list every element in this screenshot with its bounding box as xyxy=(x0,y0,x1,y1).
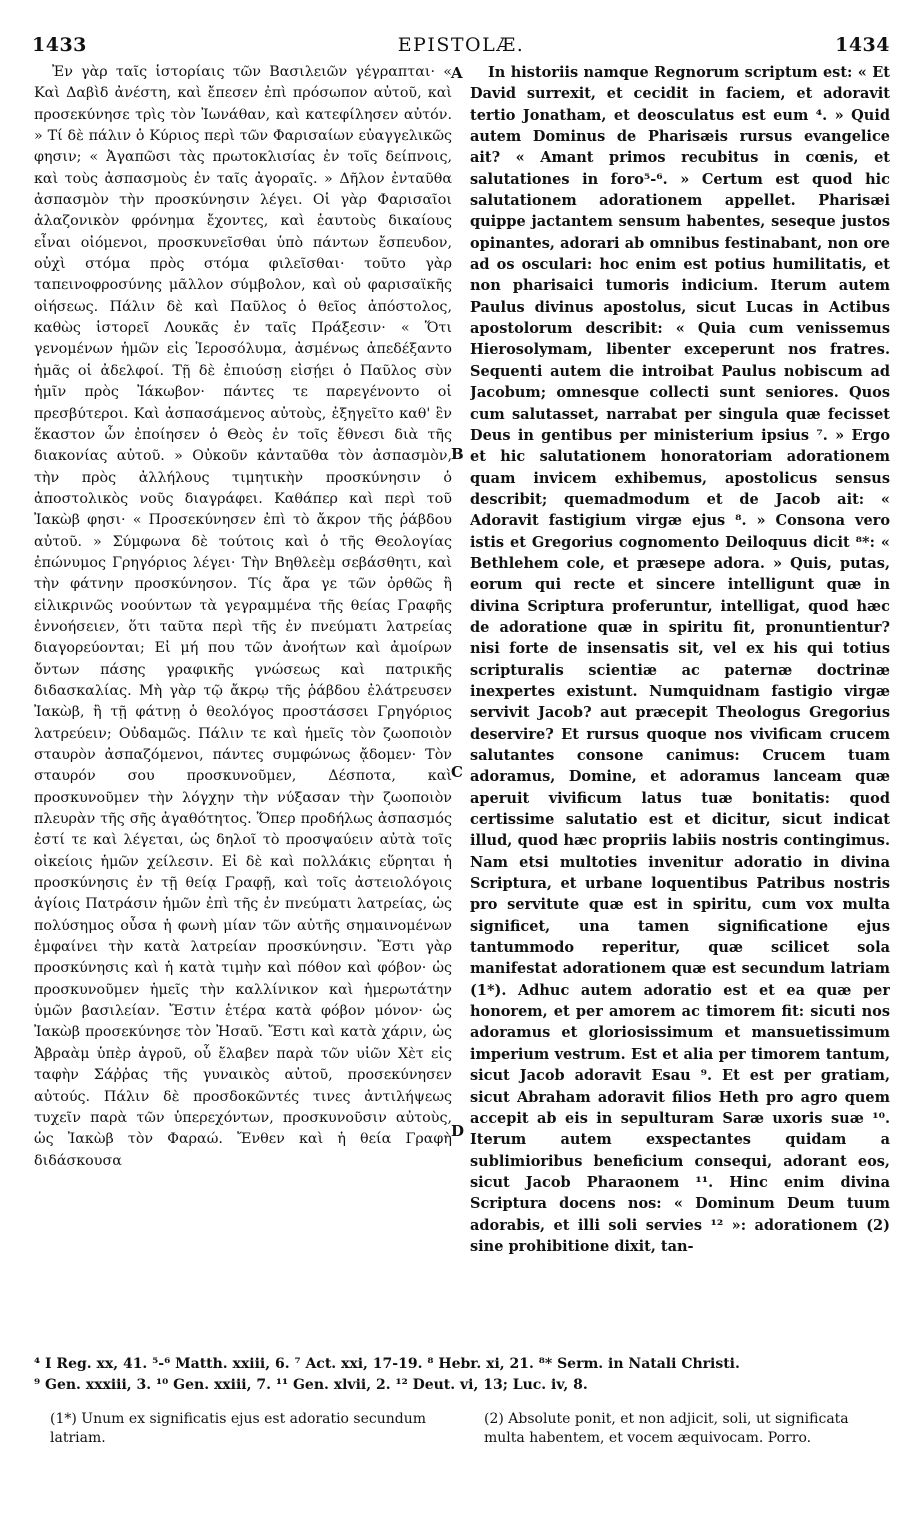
reference-line: ⁴ I Reg. xx, 41. ⁵-⁶ Matth. xxiii, 6. ⁷ Act. xxi, 17-19. ⁸ Hebr. xi, 21. ⁸* Serm. in Natali Christi. xyxy=(34,1356,740,1372)
running-title: EPISTOLÆ. xyxy=(397,34,525,56)
page-number-right: 1434 xyxy=(835,34,890,56)
greek-column xyxy=(34,62,452,1352)
footnote-left: (1*) Unum ex significatis ejus est adoratio secundum latriam. xyxy=(50,1411,427,1446)
footnote-right: (2) Absolute ponit, et non adjicit, soli, ut significata multa habentem, et vocem æquivocam. Porro. xyxy=(484,1411,849,1446)
scripture-references xyxy=(34,1354,890,1396)
section-marker-d: D xyxy=(451,1122,465,1140)
greek-text: Ἐν γὰρ ταῖς ἱστορίαις τῶν Βασιλειῶν γέγραπται· « Καὶ Δαβὶδ ἀνέστη, καὶ ἔπεσεν ἐπὶ πρόσωπον αὐτοῦ, καὶ προσεκύνησε τρὶς τὸν Ἰωνάθαν, καὶ κατεφίλησεν αὐτόν. » Τί δὲ πάλιν ὁ Κύριος περὶ τῶν Φαρισαίων εὐαγγελικῶς φησιν; « Ἀγαπῶσι τὰς πρωτοκλισίας ἐν τοῖς δείπνοις, καὶ τοὺς ἀσπασμοὺς ἐν ταῖς ἀγοραῖς. » Δῆλον ἐνταῦθα ἀσπασμὸν τὴν προσκύνησιν λέγει. Οἱ γὰρ Φαρισαῖοι ἀλαζονικὸν φρόνημα ἔχοντες, καὶ ἑαυτοὺς δικαίους εἶναι οἰόμενοι, προσκυνεῖσθαι ὑπὸ πάντων ἔσπευδον, οὐχὶ στόμα πρὸς στόμα φιλεῖσθαι· τοῦτο γὰρ ταπεινοφροσύνης μᾶλλον σύμβολον, καὶ οὐ φαρισαϊκῆς οἰήσεως. Πάλιν δὲ καὶ Παῦλος ὁ θεῖος ἀπόστολος, καθὼς ἱστορεῖ Λουκᾶς ἐν ταῖς Πράξεσιν· « Ὅτι γενομένων ἡμῶν εἰς Ἱεροσόλυμα, ἀσμένως ἀπεδέξαντο ἡμᾶς οἱ ἀδελφοί. Τῇ δὲ ἐπιούσῃ εἰσῄει ὁ Παῦλος σὺν ἡμῖν πρὸς Ἰάκωβον· πάντες τε παρεγένοντο οἱ πρεσβύτεροι. Καὶ ἀσπασάμενος αὐτοὺς, ἐξηγεῖτο καθ' ἓν ἕκαστον ὧν ἐποίησεν ὁ Θεὸς ἐν τοῖς ἔθνεσι διὰ τῆς διακονίας αὐτοῦ. » Οὐκοῦν κἀνταῦθα τὸν ἀσπασμὸν, τὴν πρὸς ἀλλήλους τιμητικὴν προσκύνησιν ὁ ἀποστολικὸς νοῦς διαγράφει. Καθάπερ καὶ περὶ τοῦ Ἰακὼβ φησι· « Προσεκύνησεν ἐπὶ τὸ ἄκρον τῆς ῥάβδου αὐτοῦ. » Σύμφωνα δὲ τούτοις καὶ ὁ τῆς Θεολογίας ἐπώνυμος Γρηγόριος λέγει· Τὴν Βηθλεὲμ σεβάσθητι, καὶ τὴν φάτνην προσκύνησον. Τίς ἄρα γε τῶν ὀρθῶς ἢ εἰλικρινῶς νοούντων τὰ γεγραμμένα τῆς θείας Γραφῆς ἐννοήσειεν, ὅτι ταῦτα περὶ τῆς ἐν πνεύματι λατρείας διαγορεύονται; Εἰ μή που τῶν ἀνοήτων καὶ ἀμοίρων ὄντων πάσης γραφικῆς γνώσεως καὶ πατρικῆς διδασκαλίας. Μὴ γὰρ τῷ ἄκρῳ τῆς ῥάβδου ἐλάτρευσεν Ἰακὼβ, ἢ τῇ φάτνῃ ὁ θεολόγος προστάσσει Γρηγόριος λατρεύειν; Οὐδαμῶς. Πάλιν τε καὶ ἡμεῖς τὸν ζωοποιὸν σταυρὸν ἀσπαζόμενοι, πάντες συμφώνως ᾄδομεν· Τὸν σταυρόν σου προσκυνοῦμεν, Δέσποτα, καὶ προσκυνοῦμεν τὴν λόγχην τὴν νύξασαν τὴν ζωοποιὸν πλευρὰν τῆς σῆς ἀγαθότητος. Ὅπερ προδήλως ἀσπασμός ἐστί τε καὶ λέγεται, ὡς δηλοῖ τὸ προσψαύειν αὐτὰ τοῖς οἰκείοις ἡμῶν χείλεσιν. Εἰ δὲ καὶ πολλάκις εὕρηται ἡ προσκύνησις ἐν τῇ θείᾳ Γραφῇ, καὶ τοῖς ἀστειολόγοις ἁγίοις Πατράσιν ἡμῶν ἐπὶ τῆς ἐν πνεύματι λατρείας, ὡς πολύσημος οὖσα ἡ φωνὴ μίαν τῶν αὐτῆς σημαινομένων ἐμφαίνει τὴν κατὰ λατρείαν προσκύνησιν. Ἔστι γὰρ προσκύνησις καὶ ἡ κατὰ τιμὴν καὶ πόθον καὶ φόβον· ὡς προσκυνοῦμεν ἡμεῖς τὴν καλλίνικον καὶ ἡμερωτάτην ὑμῶν βασιλείαν. Ἔστιν ἑτέρα κατὰ φόβον μόνον· ὡς Ἰακὼβ προσεκύνησε τὸν Ἠσαῦ. Ἔστι καὶ κατὰ χάριν, ὡς Ἀβραὰμ ὑπὲρ ἀγροῦ, οὗ ἔλαβεν παρὰ τῶν υἱῶν Χὲτ εἰς ταφὴν Σάῤῥας τῆς γυναικὸς αὐτοῦ, προσεκύνησεν αὐτούς. Πάλιν δὲ προσδοκῶντές τινες ἀντιλήψεως τυχεῖν παρὰ τῶν ὑπερεχόντων, προσκυνοῦσιν αὐτοὺς, ὡς Ἰακὼβ τὸν Φαραώ. Ἔνθεν καὶ ἡ θεία Γραφὴ διδάσκουσα xyxy=(34,64,452,1169)
reference-line: ⁹ Gen. xxxiii, 3. ¹⁰ Gen. xxiii, 7. ¹¹ Gen. xlvii, 2. ¹² Deut. vi, 13; Luc. iv, 8. xyxy=(34,1377,588,1393)
section-marker-b: B xyxy=(451,445,464,463)
section-marker-a: A xyxy=(451,64,463,82)
latin-column xyxy=(470,62,890,1352)
section-marker-c: C xyxy=(451,763,463,781)
page-number-left: 1433 xyxy=(32,34,87,56)
page-header xyxy=(32,34,890,60)
latin-text: In historiis namque Regnorum scriptum est: « Et David surrexit, et cecidit in faciem, et adoravit tertio Jonatham, et deosculatus est eum ⁴. » Quid autem Dominus de Pharisæis rursus evangelice ait? « Amant primos recubitus in cœnis, et salutationes in foro⁵-⁶. » Certum est quod hic salutationem adorationem appellet. Pharisæi quippe jactantem sensum habentes, seseque justos opinantes, adorari ab omnibus festinabant, non ore ad os osculari: hoc enim est potius humilitatis, et non pharisaici tumoris indicium. Iterum autem Paulus divinus apostolus, sicut Lucas in Actibus apostolorum describit: « Quia cum venissemus Hierosolymam, libenter exceperunt nos fratres. Sequenti autem die introibat Paulus nobiscum ad Jacobum; omnesque collecti sunt seniores. Quos cum salutasset, narrabat per singula quæ fecisset Deus in gentibus per ministerium ipsius ⁷. » Ergo et hic salutationem honoratoriam adorationem quam invicem exhibemus, apostolicus sensus describit; quemadmodum et de Jacob ait: « Adoravit fastigium virgæ ejus ⁸. » Consona vero istis et Gregorius cognomento Deiloquus dicit ⁸*: « Bethlehem cole, et præsepe adora. » Quis, putas, eorum qui recte et sincere intelligunt quæ in divina Scriptura proferuntur, intelligat, quod hæc de adoratione quæ in spiritu fit, pronuntientur? nisi forte de insensatis sit, vel ex his qui totius scripturalis scientiæ ac paternæ doctrinæ inexpertes existunt. Numquidnam fastigio virgæ servivit Jacob? aut præcepit Theologus Gregorius deservire? Et rursus quoque nos vivificam crucem salutantes consone canimus: Crucem tuam adoramus, Domine, et adoramus lanceam quæ aperuit vivificum latus tuæ bonitatis: quod certissime salutatio est et dicitur, sicut indicat illud, quod hæc propriis labiis nostris contingimus. Nam etsi multoties invenitur adoratio in divina Scriptura, et urbane loquentibus Patribus nostris pro servitute quæ est in spiritu, cum vox multa significet, una tamen significatione ejus tantummodo reperitur, quæ scilicet sola manifestat adorationem quæ est secundum latriam (1*). Adhuc autem adoratio est et ea quæ per honorem, et per amorem ac timorem fit: sicuti nos adoramus et gloriosissimum et mansuetissimum imperium vestrum. Est et alia per timorem tantum, sicut Jacob adoravit Esau ⁹. Et est per gratiam, sicut Abraham adoravit filios Heth pro agro quem accepit ab eis in sepulturam Saræ uxoris suæ ¹⁰. Iterum autem exspectantes quidam a sublimioribus beneficium consequi, adorant eos, sicut Jacob Pharaonem ¹¹. Hinc enim divina Scriptura docens nos: « Dominum Deum tuum adorabis, et illi soli servies ¹² »: adorationem (2) sine prohibitione dixit, tan- xyxy=(470,64,890,1255)
